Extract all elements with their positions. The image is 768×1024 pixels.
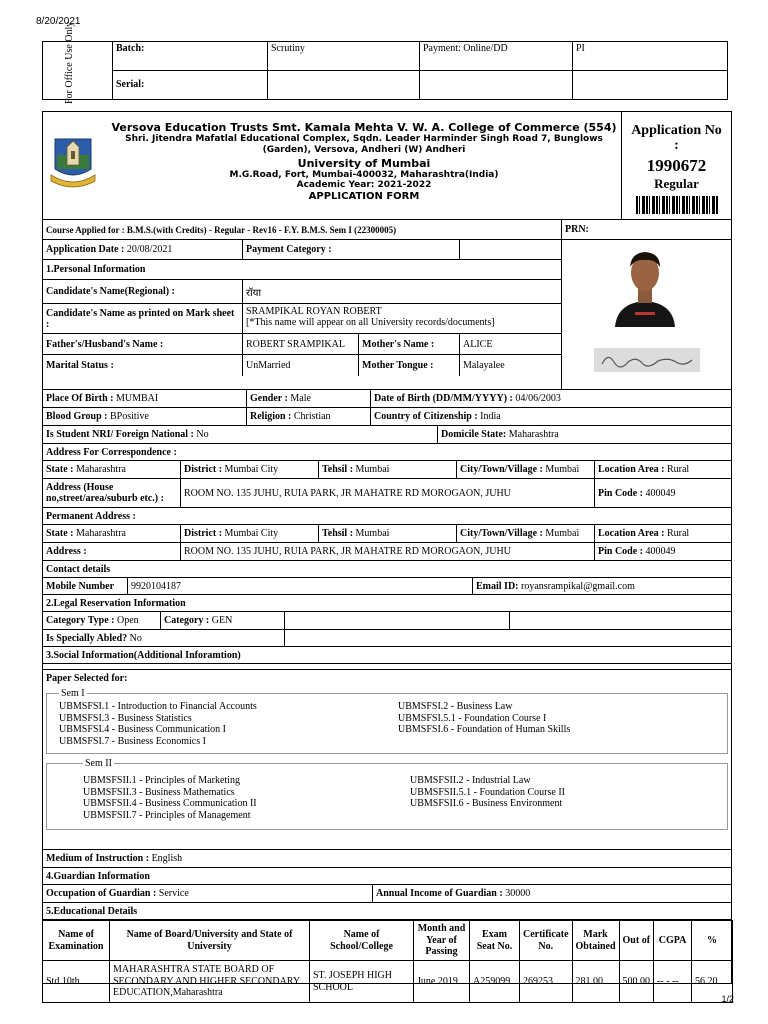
category-value: GEN: [211, 615, 233, 626]
application-no-colon: :: [674, 137, 679, 153]
occupation-cell: [43, 885, 373, 902]
office-empty-3: [573, 71, 728, 100]
correspondence-location-row: [43, 461, 731, 479]
mobile-value: 9920104187: [128, 578, 473, 594]
nri-row: [43, 426, 731, 444]
edu-header: Name of Board/University and State of University: [110, 921, 310, 961]
perm-city-cell: [457, 525, 595, 542]
dob-cell: [371, 390, 731, 407]
abled-label: Is Specially Abled?: [46, 632, 128, 644]
regional-name-label: Candidate's Name(Regional) :: [46, 286, 175, 297]
permanent-section-row: [43, 508, 731, 525]
sem1-paper: UBMSFSI.6 - Foundation of Human Skills: [398, 724, 571, 735]
office-use-label: For Office Use Only: [64, 21, 75, 104]
domicile-cell: [438, 426, 731, 443]
corr-address-value: ROOM NO. 135 JUHU, RUIA PARK, JR MAHATRE RD MOROGAON, JUHU: [181, 479, 595, 507]
perm-state-cell: [43, 525, 181, 542]
income-label: Annual Income of Guardian :: [376, 888, 503, 899]
app-date-cell: [43, 240, 243, 259]
guardian-section-row: [43, 868, 731, 885]
edu-header: Month and Year of Passing: [414, 921, 470, 961]
sem2-label: Sem II: [85, 758, 112, 769]
domicile-label: Domicile State:: [441, 429, 507, 440]
marital-label-cell: [43, 355, 243, 376]
regional-name-label-cell: [43, 280, 243, 303]
college-info: [107, 112, 621, 219]
serial-label: Serial:: [116, 79, 145, 91]
sem1-group: [46, 688, 728, 754]
edu-header: CGPA: [654, 921, 692, 961]
income-cell: [373, 885, 731, 902]
college-name: Versova Education Trusts Smt. Kamala Mehta V. W. A. College of Commerce (554): [111, 121, 617, 134]
corr-state-value: Maharashtra: [76, 464, 126, 475]
perm-address-label-cell: [43, 543, 181, 560]
sem1-label: Sem I: [61, 688, 85, 699]
course-row: [43, 220, 731, 240]
education-section-row: [43, 903, 731, 920]
religion-label: Religion :: [250, 411, 292, 422]
perm-state-value: Maharashtra: [76, 528, 126, 539]
app-date-label: Application Date :: [46, 244, 125, 255]
sem2-paper: UBMSFSII.2 - Industrial Law: [410, 775, 531, 786]
perm-state-label: State :: [46, 528, 74, 539]
correspondence-section-title: Address For Correspondence :: [46, 446, 177, 458]
corr-pin-label: Pin Code :: [598, 487, 643, 499]
edu-header: %: [692, 921, 733, 961]
sem2-paper: UBMSFSII.6 - Business Environment: [410, 798, 563, 809]
email-label: Email ID:: [476, 580, 519, 592]
religion-cell: [247, 408, 371, 425]
domicile-value: Maharashtra: [508, 429, 559, 440]
mother-value: ALICE: [463, 338, 493, 350]
papers-label: Paper Selected for:: [46, 673, 128, 684]
college-address: Shri. Jitendra Mafatlal Educational Complex, Sqdn. Leader Harminder Singh Road 7, Bunglows (Garden), Versova, Andheri (W) Andheri: [125, 134, 603, 156]
perm-address-value: ROOM NO. 135 JUHU, RUIA PARK, JR MAHATRE RD MOROGAON, JUHU: [181, 543, 595, 560]
category-type-label: Category Type :: [46, 615, 115, 626]
personal-section-row: [43, 260, 561, 280]
perm-pin-cell: [595, 543, 731, 560]
batch-label: Batch:: [116, 43, 145, 54]
edu-cell: 281.00: [572, 961, 619, 1003]
signature-icon: [594, 348, 700, 372]
father-value: ROBERT SRAMPIKAL: [243, 334, 359, 354]
corr-tehsil-value: Mumbai: [355, 464, 390, 475]
category-empty-2: [510, 612, 731, 629]
occupation-label: Occupation of Guardian :: [46, 888, 157, 899]
abled-row: [43, 630, 731, 647]
marital-row: [43, 355, 561, 376]
category-row: [43, 612, 731, 630]
email-cell: [473, 578, 731, 594]
sem2-paper: UBMSFSII.4 - Business Communication II: [83, 798, 257, 809]
abled-empty: [285, 630, 510, 646]
corr-district-cell: [181, 461, 319, 478]
nri-value: No: [196, 429, 209, 440]
application-number-box: [621, 112, 731, 219]
mother-label-cell: [359, 334, 460, 354]
corr-pin-value: 400049: [645, 487, 676, 499]
papers-block: [43, 670, 731, 850]
form-header: [43, 112, 731, 220]
perm-pin-value: 400049: [645, 546, 676, 557]
nri-cell: [43, 426, 438, 443]
candidate-photo-icon: [609, 241, 681, 327]
father-label-cell: [43, 334, 243, 354]
medium-row: [43, 850, 731, 868]
father-mother-row: [43, 334, 561, 355]
payment-category-value: [460, 240, 561, 259]
tongue-value: Malayalee: [463, 360, 505, 371]
blood-value: BPositive: [110, 411, 149, 422]
permanent-location-row: [43, 525, 731, 543]
citizenship-value: India: [480, 411, 501, 422]
course-label: Course Applied for :: [46, 224, 125, 235]
office-empty-2: [420, 71, 573, 100]
citizenship-label: Country of Citizenship :: [374, 411, 478, 422]
app-date-value: 20/08/2021: [126, 244, 173, 255]
perm-area-cell: [595, 525, 731, 542]
personal-section-title: 1.Personal Information: [46, 264, 146, 275]
sem2-papers: [83, 775, 717, 821]
edu-cell: 269253: [520, 961, 573, 1003]
birth-row: [43, 390, 731, 408]
education-header-row: [43, 921, 733, 961]
print-name-label-cell: [43, 304, 243, 333]
corr-state-cell: [43, 461, 181, 478]
edu-cell: 56.20: [692, 961, 733, 1003]
father-label: Father's/Husband's Name :: [46, 338, 164, 350]
candidate-signature: [594, 348, 700, 372]
birthplace-label: Place Of Birth :: [46, 393, 114, 404]
perm-address-label: Address :: [46, 546, 87, 557]
corr-tehsil-label: Tehsil :: [322, 464, 354, 475]
office-empty-1: [268, 71, 420, 100]
payment-category-label: Payment Category :: [246, 244, 332, 255]
corr-state-label: State :: [46, 464, 74, 475]
corr-area-label: Location Area :: [598, 464, 665, 475]
app-date-row: [43, 240, 561, 260]
edu-cell: Std 10th: [43, 961, 110, 1003]
form-title: APPLICATION FORM: [308, 191, 420, 203]
category-type-value: Open: [117, 615, 139, 626]
blood-cell: [43, 408, 247, 425]
application-form: [42, 111, 732, 999]
gender-label: Gender :: [250, 393, 288, 404]
permanent-address-row: [43, 543, 731, 561]
sem2-paper: UBMSFSII.7 - Principles of Management: [83, 809, 251, 821]
print-name-label: Candidate's Name as printed on Mark sheet :: [46, 307, 235, 330]
perm-pin-label: Pin Code :: [598, 546, 643, 557]
sem2-paper: UBMSFSII.3 - Business Mathematics: [83, 786, 235, 798]
edu-header: Name of Examination: [43, 921, 110, 961]
edu-cell: -- - --: [654, 961, 692, 1003]
reservation-section-row: [43, 595, 731, 612]
category-empty-1: [285, 612, 510, 629]
scrutiny-label: Scrutiny: [271, 43, 305, 54]
nri-label: Is Student NRI/ Foreign National :: [46, 429, 194, 440]
sem1-paper: UBMSFSI.5.1 - Foundation Course I: [398, 712, 547, 724]
print-name-value: SRAMPIKAL ROYAN ROBERT: [246, 306, 382, 317]
edu-header: Certificate No.: [520, 921, 573, 961]
birthplace-cell: [43, 390, 247, 407]
payment-category-cell: [243, 240, 460, 259]
serial-cell: [113, 71, 268, 100]
category-cell: [161, 612, 285, 629]
university-address: M.G.Road, Fort, Mumbai-400032, Maharashtra(India): [229, 169, 499, 180]
prn-cell: [562, 220, 731, 239]
contact-row: [43, 578, 731, 595]
academic-year: Academic Year: 2021-2022: [296, 180, 432, 191]
edu-header: Out of: [619, 921, 654, 961]
marital-label: Marital Status :: [46, 360, 114, 371]
corr-address-label: Address (House no,street/area/suburb etc.) :: [46, 482, 164, 504]
sem1-paper: UBMSFSI.1 - Introduction to Financial Accounts: [59, 701, 257, 712]
perm-district-label: District :: [184, 528, 223, 539]
edu-cell: A259099: [470, 961, 520, 1003]
corr-area-value: Rural: [666, 464, 690, 475]
personal-block: [43, 240, 731, 390]
edu-cell: MAHARASHTRA STATE BOARD OF SECONDARY AND HIGHER SECONDARY EDUCATION,Maharashtra: [110, 961, 310, 1003]
corr-district-value: Mumbai City: [224, 464, 279, 475]
edu-header: Name of School/College: [310, 921, 414, 961]
mobile-label: Mobile Number: [46, 580, 115, 592]
perm-area-value: Rural: [666, 528, 690, 539]
corr-area-cell: [595, 461, 731, 478]
table-row: [43, 961, 733, 1003]
category-type-cell: [43, 612, 161, 629]
university-crest-icon: [47, 135, 99, 191]
pi-cell: [573, 42, 728, 71]
education-table: [42, 920, 733, 1003]
corr-city-cell: [457, 461, 595, 478]
personal-fields: [43, 240, 562, 389]
marital-value: UnMarried: [243, 355, 359, 376]
mobile-label-cell: [43, 578, 128, 594]
corr-address-label-cell: [43, 479, 181, 507]
medium-label: Medium of Instruction :: [46, 853, 150, 864]
perm-city-label: City/Town/Village :: [460, 528, 543, 539]
guardian-row: [43, 885, 731, 903]
candidate-photo: [609, 241, 681, 327]
course-value: B.M.S.(with Credits) - Regular - Rev16 - F.Y. B.M.S. Sem I (22300005): [126, 224, 397, 235]
sem2-paper: UBMSFSII.1 - Principles of Marketing: [83, 775, 240, 786]
corr-pin-cell: [595, 479, 731, 507]
batch-cell: [113, 42, 268, 71]
print-date: 8/20/2021: [36, 16, 81, 27]
contact-section-title: Contact details: [46, 563, 111, 575]
sem1-paper: UBMSFSI.4 - Business Communication I: [59, 724, 226, 735]
scrutiny-cell: [268, 42, 420, 71]
dob-label: Date of Birth (DD/MM/YYYY) :: [374, 393, 513, 404]
regional-name-row: [43, 280, 561, 304]
perm-district-value: Mumbai City: [224, 528, 279, 539]
religion-value: Christian: [293, 411, 331, 422]
correspondence-section-row: [43, 444, 731, 461]
university-logo: [43, 112, 107, 219]
abled-value: No: [129, 632, 142, 644]
correspondence-address-row: [43, 479, 731, 508]
regional-name-value: रॉया: [246, 287, 262, 299]
barcode-icon: [636, 196, 718, 214]
tongue-label-cell: [359, 355, 460, 376]
medium-cell: [43, 850, 731, 867]
sem1-paper: UBMSFSI.2 - Business Law: [398, 701, 513, 712]
corr-district-label: District :: [184, 464, 223, 475]
social-spacer-cell: [43, 664, 731, 669]
social-section-title: 3.Social Information(Additional Inforamtion): [46, 649, 241, 661]
medium-value: English: [151, 853, 183, 864]
dob-value: 04/06/2003: [515, 393, 561, 404]
course-cell: [43, 220, 562, 239]
social-section-row: [43, 647, 731, 664]
edu-header: Exam Seat No.: [470, 921, 520, 961]
perm-tehsil-label: Tehsil :: [322, 528, 354, 539]
sem1-paper: UBMSFSI.7 - Business Economics I: [59, 735, 206, 747]
application-number: 1990672: [646, 156, 707, 176]
page-number: 1/2: [721, 994, 734, 1004]
perm-tehsil-cell: [319, 525, 457, 542]
print-name-cell: [243, 304, 561, 333]
education-section-title: 5.Educational Details: [46, 905, 138, 917]
blood-label: Blood Group :: [46, 411, 108, 422]
print-name-note: [*This name will appear on all University records/documents]: [246, 317, 495, 328]
birthplace-value: MUMBAI: [115, 393, 159, 404]
sem1-paper: UBMSFSI.3 - Business Statistics: [59, 712, 192, 724]
print-name-row: [43, 304, 561, 334]
corr-city-label: City/Town/Village :: [460, 464, 543, 475]
category-label: Category :: [164, 615, 210, 626]
office-use-box: [42, 21, 728, 104]
edu-cell: 500.00: [619, 961, 654, 1003]
corr-tehsil-cell: [319, 461, 457, 478]
perm-city-value: Mumbai: [545, 528, 580, 539]
application-type: Regular: [654, 176, 699, 192]
occupation-value: Service: [158, 888, 189, 899]
tongue-label: Mother Tongue :: [362, 360, 434, 371]
sem2-group: [46, 758, 728, 830]
contact-section-row: [43, 561, 731, 578]
blood-row: [43, 408, 731, 426]
gender-cell: [247, 390, 371, 407]
permanent-section-title: Permanent Address :: [46, 510, 136, 522]
pi-label: PI: [576, 43, 585, 54]
payment-cell: [420, 42, 573, 71]
edu-cell: June 2019: [414, 961, 470, 1003]
guardian-section-title: 4.Guardian Information: [46, 870, 150, 882]
prn-label: PRN:: [565, 224, 589, 235]
edu-header: Mark Obtained: [572, 921, 619, 961]
perm-district-cell: [181, 525, 319, 542]
university-name: University of Mumbai: [297, 156, 431, 170]
reservation-section-title: 2.Legal Reservation Information: [46, 597, 186, 609]
perm-area-label: Location Area :: [598, 528, 665, 539]
abled-cell: [43, 630, 285, 646]
citizenship-cell: [371, 408, 731, 425]
corr-city-value: Mumbai: [545, 464, 580, 475]
application-no-label: Application No: [631, 123, 722, 138]
email-value: royansrampikal@gmail.com: [521, 580, 635, 592]
sem1-papers: [59, 701, 717, 747]
mother-label: Mother's Name :: [362, 338, 435, 350]
payment-label: Payment: Online/DD: [423, 43, 508, 54]
edu-cell: ST. JOSEPH HIGH SCHOOL: [310, 961, 414, 1003]
office-use-label-cell: [43, 21, 113, 104]
gender-value: Male: [290, 393, 311, 404]
perm-tehsil-value: Mumbai: [355, 528, 390, 539]
sem2-paper: UBMSFSII.5.1 - Foundation Course II: [410, 786, 566, 798]
income-value: 30000: [505, 888, 531, 899]
